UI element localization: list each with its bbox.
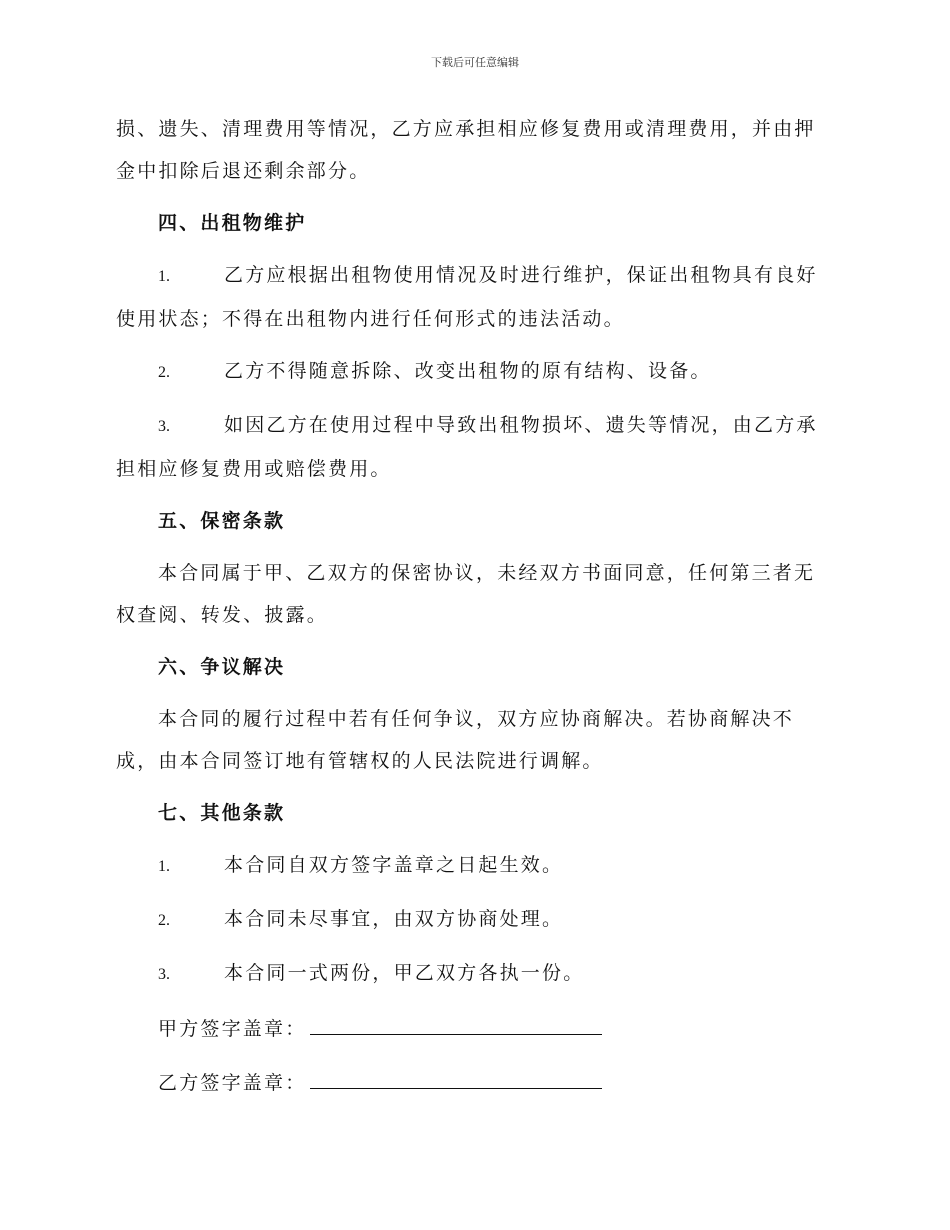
section-6-title: 六、争议解决	[158, 656, 286, 678]
section-7-item-1	[116, 844, 836, 888]
intro-paragraph: 损、遗失、清理费用等情况，乙方应承担相应修复费用或清理费用，并由押金中扣除后退还剩余部分。	[116, 118, 816, 182]
party-b-signature-label: 乙方签字盖章：	[158, 1072, 307, 1094]
item-text: 乙方应根据出租物使用情况及时进行维护，保证出租物具有良好使用状态；不得在出租物内进行任何形式的违法活动。	[116, 264, 818, 330]
item-number: 1.	[158, 858, 170, 875]
item-text: 本合同一式两份，甲乙双方各执一份。	[224, 962, 585, 984]
section-4-title: 四、出租物维护	[158, 212, 307, 234]
section-7-title: 七、其他条款	[158, 802, 286, 824]
item-number: 3.	[158, 966, 170, 983]
party-b-signature	[158, 1060, 836, 1104]
section-7-item-3	[116, 952, 836, 996]
item-number: 2.	[158, 912, 170, 929]
section-4-item-3	[116, 404, 836, 490]
section-4-item-2	[116, 350, 836, 394]
item-text: 如因乙方在使用过程中导致出租物损坏、遗失等情况，由乙方承担相应修复费用或赔偿费用。	[116, 414, 818, 480]
party-a-signature-line	[310, 1006, 602, 1035]
party-b-signature-line	[310, 1060, 602, 1089]
section-6-paragraph: 本合同的履行过程中若有任何争议，双方应协商解决。若协商解决不成，由本合同签订地有管辖权的人民法院进行调解。	[116, 708, 795, 772]
item-number: 1.	[158, 268, 170, 285]
section-4-item-1	[116, 254, 836, 340]
section-5-paragraph: 本合同属于甲、乙双方的保密协议，未经双方书面同意，任何第三者无权查阅、转发、披露。	[116, 562, 816, 626]
item-number: 3.	[158, 418, 170, 435]
party-a-signature	[158, 1006, 836, 1050]
item-text: 本合同自双方签字盖章之日起生效。	[224, 854, 564, 876]
item-text: 乙方不得随意拆除、改变出租物的原有结构、设备。	[224, 360, 712, 382]
section-7-item-2	[116, 898, 836, 942]
section-5-title: 五、保密条款	[158, 510, 286, 532]
item-number: 2.	[158, 364, 170, 381]
document-body	[116, 108, 836, 1114]
page-header: 下载后可任意编辑	[431, 56, 519, 69]
item-text: 本合同未尽事宜，由双方协商处理。	[224, 908, 564, 930]
party-a-signature-label: 甲方签字盖章：	[158, 1018, 307, 1040]
